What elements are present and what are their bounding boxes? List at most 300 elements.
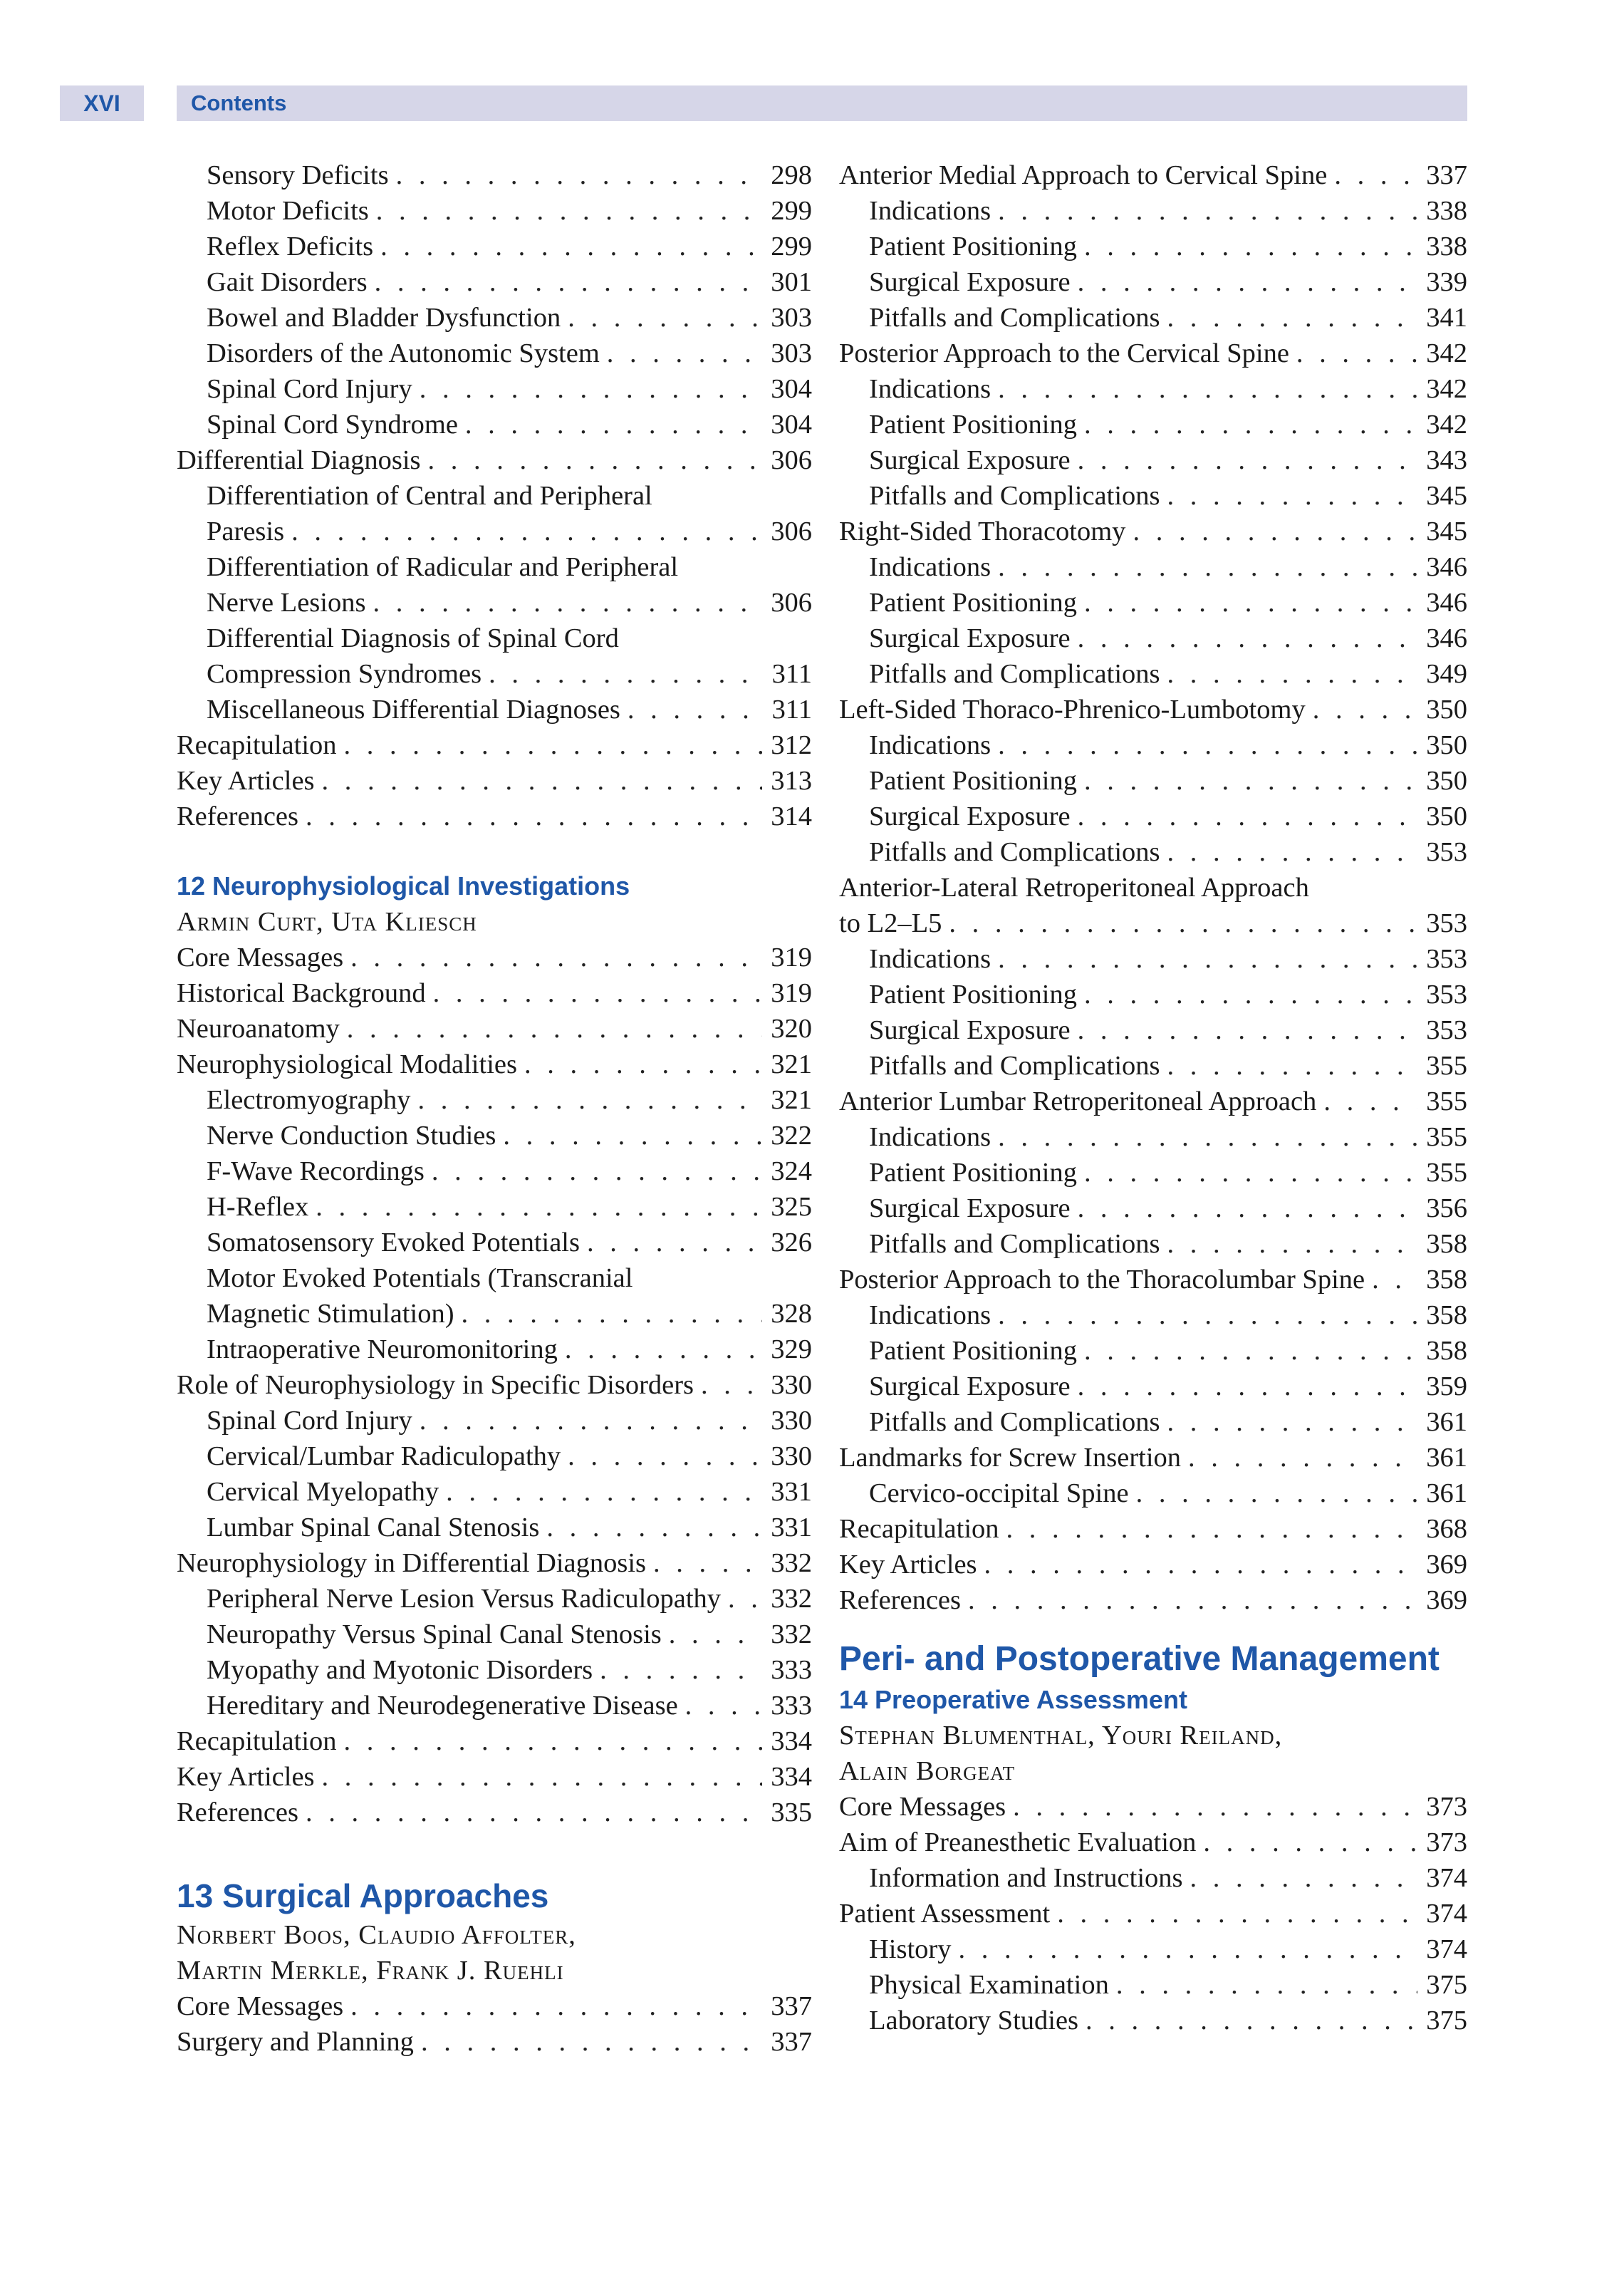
toc-entry-title: Indications [869, 196, 991, 226]
dot-leader [1136, 1475, 1418, 1511]
dot-leader [373, 585, 762, 621]
toc-entry-page: 325 [771, 1192, 812, 1222]
dot-leader [628, 692, 764, 727]
toc-entry-page: 330 [771, 1406, 812, 1436]
toc-entry[interactable] [839, 1297, 1467, 1333]
toc-entry-title: Patient Positioning [869, 1336, 1077, 1366]
chapter-12-authors: Armin Curt, Uta Kliesch [177, 907, 477, 937]
dot-leader [1078, 1369, 1418, 1404]
toc-entry-title: Patient Positioning [869, 410, 1077, 440]
toc-entry[interactable] [839, 1547, 1467, 1582]
toc-entry-title: Miscellaneous Differential Diagnoses [207, 695, 620, 725]
dot-leader [546, 1510, 762, 1545]
toc-entry-page: 322 [771, 1121, 812, 1151]
toc-entry[interactable] [839, 1262, 1467, 1297]
toc-entry-page: 358 [1426, 1336, 1467, 1366]
toc-entry-page: 342 [1426, 374, 1467, 404]
toc-entry[interactable] [839, 1582, 1467, 1618]
toc-entry[interactable] [839, 1226, 1467, 1262]
toc-entry-page: 299 [771, 196, 812, 226]
toc-entry-page: 342 [1426, 338, 1467, 368]
toc-entry-title: Anterior Medial Approach to Cervical Spine [839, 160, 1328, 190]
toc-entry[interactable] [177, 1652, 812, 1688]
toc-entry-title: Physical Examination [869, 1970, 1109, 2000]
dot-leader [1078, 799, 1418, 834]
toc-entry-title: Core Messages [177, 943, 344, 972]
toc-entry-title: Spinal Cord Injury [207, 374, 412, 404]
toc-entry-title: Cervical Myelopathy [207, 1477, 439, 1507]
toc-entry[interactable] [177, 2024, 812, 2060]
toc-entry-page: 346 [1426, 623, 1467, 653]
toc-entry[interactable] [177, 300, 812, 336]
dot-leader [1167, 656, 1418, 692]
toc-entry-page: 346 [1426, 588, 1467, 618]
toc-entry-title: Pitfalls and Complications [869, 303, 1160, 333]
dot-leader [998, 549, 1417, 585]
dot-leader [728, 1581, 762, 1617]
toc-entry-title: Laboratory Studies [869, 2006, 1079, 2035]
toc-entry[interactable] [839, 478, 1467, 514]
toc-entry[interactable] [177, 1581, 812, 1617]
toc-entry[interactable] [839, 621, 1467, 656]
dot-leader [344, 727, 763, 763]
toc-entry[interactable] [839, 549, 1467, 585]
toc-entry-page: 355 [1426, 1086, 1467, 1116]
toc-entry-page: 374 [1426, 1863, 1467, 1893]
toc-entry[interactable] [839, 300, 1467, 336]
chapter-12-heading: 12 Neurophysiological Investigations [177, 871, 630, 901]
toc-entry[interactable] [839, 1860, 1467, 1896]
toc-entry-page: 337 [771, 1991, 812, 2021]
toc-entry[interactable] [177, 264, 812, 300]
toc-entry-page: 306 [771, 588, 812, 618]
toc-entry-page: 330 [771, 1441, 812, 1471]
toc-entry-page: 358 [1426, 1300, 1467, 1330]
toc-entry-title: Core Messages [177, 1991, 344, 2021]
toc-entry[interactable] [177, 229, 812, 264]
toc-entry-page: 306 [771, 517, 812, 546]
toc-entry[interactable] [177, 336, 812, 371]
toc-entry[interactable] [839, 1440, 1467, 1475]
toc-entry-title: Lumbar Spinal Canal Stenosis [207, 1513, 540, 1542]
toc-entry[interactable] [839, 1789, 1467, 1825]
toc-entry-page: 326 [771, 1228, 812, 1257]
dot-leader [1078, 264, 1418, 300]
toc-entry-page: 361 [1426, 1407, 1467, 1437]
dot-leader [322, 763, 763, 799]
toc-entry-page: 368 [1426, 1514, 1467, 1544]
toc-entry[interactable] [839, 834, 1467, 870]
toc-entry[interactable] [839, 585, 1467, 621]
toc-entry-title: Pitfalls and Complications [869, 1407, 1160, 1437]
dot-leader [420, 371, 763, 407]
running-header [177, 85, 1467, 121]
toc-entry[interactable] [839, 514, 1467, 549]
toc-entry[interactable] [839, 1369, 1467, 1404]
toc-entry-page: 353 [1426, 837, 1467, 867]
toc-entry-page: 356 [1426, 1193, 1467, 1223]
toc-entry-title: Paresis [207, 517, 285, 546]
toc-entry-page: 324 [771, 1156, 812, 1186]
toc-entry-title: Key Articles [839, 1550, 977, 1579]
toc-entry[interactable] [839, 1896, 1467, 1931]
dot-leader [1167, 1048, 1418, 1084]
toc-entry[interactable] [839, 2003, 1467, 2038]
dot-leader [418, 1082, 763, 1118]
toc-entry-page: 369 [1426, 1550, 1467, 1579]
dot-leader [1084, 1333, 1417, 1369]
toc-entry[interactable] [839, 1191, 1467, 1226]
toc-entry-page: 321 [771, 1049, 812, 1079]
toc-entry[interactable] [177, 585, 812, 621]
toc-entry[interactable] [839, 193, 1467, 229]
toc-entry-page: 359 [1426, 1371, 1467, 1401]
toc-entry[interactable] [177, 1545, 812, 1581]
toc-entry-page: 304 [771, 374, 812, 404]
toc-entry-title: F-Wave Recordings [207, 1156, 425, 1186]
dot-leader [421, 2024, 762, 2060]
toc-entry-page: 338 [1426, 196, 1467, 226]
toc-entry[interactable] [177, 193, 812, 229]
toc-entry[interactable] [839, 1511, 1467, 1547]
toc-entry-continued-title: Differentiation of Central and Peripheral [207, 481, 652, 511]
toc-entry-title: Surgical Exposure [869, 1371, 1071, 1401]
toc-entry-title: Landmarks for Screw Insertion [839, 1443, 1182, 1473]
toc-entry[interactable] [839, 763, 1467, 799]
dot-leader [375, 264, 763, 300]
dot-leader [1013, 1789, 1417, 1825]
toc-entry-page: 319 [771, 978, 812, 1008]
toc-entry-title: Pitfalls and Complications [869, 1229, 1160, 1259]
dot-leader [1167, 478, 1418, 514]
toc-entry-title: Neurophysiology in Differential Diagnosis [177, 1548, 647, 1578]
toc-entry-title: Spinal Cord Syndrome [207, 410, 458, 440]
toc-entry-title: References [177, 802, 298, 831]
toc-entry-page: 342 [1426, 410, 1467, 440]
toc-entry[interactable] [177, 1403, 812, 1438]
toc-entry[interactable] [839, 977, 1467, 1012]
dot-leader [968, 1582, 1417, 1618]
toc-entry[interactable] [839, 799, 1467, 834]
toc-entry[interactable] [177, 1510, 812, 1545]
toc-entry-title: Posterior Approach to the Thoracolumbar Spine [839, 1265, 1365, 1295]
toc-entry-title: Patient Positioning [869, 1158, 1077, 1188]
toc-entry-title: Indications [869, 944, 991, 974]
toc-entry[interactable] [839, 407, 1467, 442]
dot-leader [1167, 1404, 1418, 1440]
dot-leader [344, 1723, 763, 1759]
toc-entry-title: Core Messages [839, 1792, 1006, 1822]
dot-leader [1167, 1226, 1418, 1262]
toc-entry-title: Indications [869, 730, 991, 760]
toc-entry-title: Disorders of the Autonomic System [207, 338, 600, 368]
toc-entry-page: 375 [1426, 1970, 1467, 2000]
toc-entry[interactable] [839, 1333, 1467, 1369]
toc-entry-page: 329 [771, 1334, 812, 1364]
toc-entry-title: Sensory Deficits [207, 160, 389, 190]
toc-entry[interactable] [177, 1988, 812, 2024]
dot-leader [1084, 1155, 1417, 1191]
toc-entry-page: 303 [771, 338, 812, 368]
toc-entry[interactable] [839, 1475, 1467, 1511]
toc-entry[interactable] [177, 656, 812, 692]
toc-entry-title: Intraoperative Neuromonitoring [207, 1334, 558, 1364]
dot-leader [462, 1296, 763, 1332]
toc-entry-title: Recapitulation [177, 1726, 337, 1756]
toc-entry-page: 345 [1426, 517, 1467, 546]
toc-entry-page: 373 [1426, 1827, 1467, 1857]
toc-entry-title: Cervical/Lumbar Radiculopathy [207, 1441, 561, 1471]
toc-entry-page: 338 [1426, 232, 1467, 261]
dot-leader [347, 1011, 762, 1047]
toc-entry-title: Indications [869, 552, 991, 582]
toc-entry[interactable] [177, 1296, 812, 1332]
toc-entry-title: to L2–L5 [839, 908, 942, 938]
toc-entry-page: 337 [771, 2027, 812, 2057]
toc-entry[interactable] [177, 1367, 812, 1403]
dot-leader [524, 1047, 762, 1082]
toc-entry-page: 332 [771, 1548, 812, 1578]
toc-entry-page: 369 [1426, 1585, 1467, 1615]
toc-entry[interactable] [839, 906, 1467, 941]
toc-entry-page: 343 [1426, 445, 1467, 475]
toc-entry[interactable] [177, 1438, 812, 1474]
toc-entry[interactable] [177, 371, 812, 407]
dot-leader [1078, 621, 1418, 656]
toc-entry-page: 304 [771, 410, 812, 440]
dot-leader [701, 1367, 762, 1403]
dot-leader [350, 940, 762, 975]
dot-leader [998, 941, 1417, 977]
toc-entry[interactable] [839, 1931, 1467, 1967]
toc-entry-continued-title: Differential Diagnosis of Spinal Cord [207, 623, 619, 653]
toc-list [839, 157, 1467, 1618]
toc-entry-title: Patient Positioning [869, 766, 1077, 796]
toc-entry-page: 332 [771, 1584, 812, 1614]
toc-entry-title: Indications [869, 1122, 991, 1152]
toc-entry-page: 306 [771, 445, 812, 475]
toc-entry[interactable] [177, 692, 812, 727]
toc-entry-title: Surgical Exposure [869, 445, 1071, 475]
dot-leader [959, 1931, 1418, 1967]
toc-entry-title: Surgical Exposure [869, 1015, 1071, 1045]
toc-entry-page: 312 [771, 730, 812, 760]
toc-entry-title: Differential Diagnosis [177, 445, 421, 475]
dot-leader [291, 514, 762, 549]
toc-entry-title: Historical Background [177, 978, 426, 1008]
toc-entry[interactable] [177, 1225, 812, 1260]
dot-leader [1084, 229, 1417, 264]
toc-entry-page: 353 [1426, 908, 1467, 938]
toc-entry[interactable] [177, 940, 812, 975]
toc-entry[interactable] [839, 157, 1467, 193]
dot-leader [1078, 1191, 1418, 1226]
toc-entry-page: 349 [1426, 659, 1467, 689]
page-number: XVI [60, 85, 144, 121]
toc-entry[interactable] [177, 727, 812, 763]
toc-entry[interactable] [177, 407, 812, 442]
toc-entry-title: Somatosensory Evoked Potentials [207, 1228, 580, 1257]
toc-entry-page: 350 [1426, 695, 1467, 725]
toc-entry-page: 358 [1426, 1265, 1467, 1295]
toc-entry[interactable] [177, 975, 812, 1011]
chapter-14-authors-line-2: Alain Borgeat [839, 1756, 1016, 1786]
toc-entry[interactable] [177, 1759, 812, 1795]
toc-entry-page: 345 [1426, 481, 1467, 511]
toc-entry-title: Myopathy and Myotonic Disorders [207, 1655, 593, 1685]
toc-entry-page: 358 [1426, 1229, 1467, 1259]
toc-entry[interactable] [177, 1723, 812, 1759]
toc-entry[interactable] [839, 1084, 1467, 1119]
toc-entry[interactable] [839, 1967, 1467, 2003]
dot-leader [1116, 1967, 1417, 2003]
dot-leader [1084, 763, 1417, 799]
toc-entry-title: Compression Syndromes [207, 659, 482, 689]
toc-entry-page: 355 [1426, 1158, 1467, 1188]
toc-entry-title: Cervico-occipital Spine [869, 1478, 1129, 1508]
toc-entry-title: References [177, 1798, 298, 1827]
toc-entry-title: Role of Neurophysiology in Specific Disorders [177, 1370, 694, 1400]
toc-entry[interactable] [177, 763, 812, 799]
dot-leader [446, 1474, 762, 1510]
toc-entry[interactable] [177, 1474, 812, 1510]
toc-entry-page: 321 [771, 1085, 812, 1115]
toc-entry[interactable] [177, 442, 812, 478]
dot-leader [420, 1403, 763, 1438]
dot-leader [1084, 585, 1417, 621]
dot-leader [600, 1652, 762, 1688]
toc-entry-page: 350 [1426, 802, 1467, 831]
toc-entry-title: Reflex Deficits [207, 232, 374, 261]
toc-entry-title: Indications [869, 374, 991, 404]
toc-list [839, 1789, 1467, 2038]
toc-entry[interactable] [839, 442, 1467, 478]
toc-entry[interactable] [839, 692, 1467, 727]
toc-entry[interactable] [177, 1118, 812, 1153]
toc-entry[interactable] [177, 1047, 812, 1082]
dot-leader [1084, 977, 1417, 1012]
toc-entry-title: Pitfalls and Complications [869, 659, 1160, 689]
toc-entry[interactable] [177, 1795, 812, 1830]
toc-entry-title: Surgical Exposure [869, 1193, 1071, 1223]
toc-entry[interactable] [839, 1119, 1467, 1155]
toc-entry-title: Posterior Approach to the Cervical Spine [839, 338, 1289, 368]
toc-entry[interactable] [177, 1688, 812, 1723]
toc-entry-title: Surgery and Planning [177, 2027, 414, 2057]
chapter-13-authors-line-2: Martin Merkle, Frank J. Ruehli [177, 1956, 564, 1986]
toc-entry[interactable] [839, 1048, 1467, 1084]
toc-entry-page: 353 [1426, 980, 1467, 1010]
toc-entry-page: 298 [771, 160, 812, 190]
toc-entry[interactable] [177, 1332, 812, 1367]
dot-leader [685, 1688, 763, 1723]
toc-entry[interactable] [177, 799, 812, 834]
toc-left-column [177, 157, 812, 2060]
dot-leader [1086, 2003, 1417, 2038]
dot-leader [998, 371, 1417, 407]
toc-entry-page: 337 [1426, 160, 1467, 190]
toc-entry[interactable] [177, 514, 812, 549]
toc-entry-title: Surgical Exposure [869, 802, 1071, 831]
dot-leader [1167, 834, 1418, 870]
dot-leader [1057, 1896, 1417, 1931]
toc-entry[interactable] [177, 1189, 812, 1225]
toc-entry[interactable] [839, 336, 1467, 371]
toc-entry[interactable] [177, 1082, 812, 1118]
toc-entry-title: Nerve Lesions [207, 588, 366, 618]
toc-list [177, 157, 812, 834]
chapter-14-authors-line-1: Stephan Blumenthal, Youri Reiland, [839, 1721, 1283, 1750]
toc-entry-title: Indications [869, 1300, 991, 1330]
toc-entry[interactable] [839, 941, 1467, 977]
toc-entry-page: 361 [1426, 1443, 1467, 1473]
toc-entry-title: Motor Deficits [207, 196, 369, 226]
toc-entry[interactable] [839, 1825, 1467, 1860]
toc-entry-continued-title: Differentiation of Radicular and Peripheral [207, 552, 679, 582]
toc-entry[interactable] [177, 1617, 812, 1652]
toc-entry[interactable] [839, 1012, 1467, 1048]
dot-leader [1006, 1511, 1418, 1547]
dot-leader [1078, 442, 1418, 478]
dot-leader [568, 300, 762, 336]
dot-leader [316, 1189, 762, 1225]
toc-entry-page: 350 [1426, 766, 1467, 796]
toc-entry-title: Neuroanatomy [177, 1014, 340, 1044]
toc-entry-page: 328 [771, 1299, 812, 1329]
toc-entry-page: 334 [771, 1726, 812, 1756]
toc-entry-page: 346 [1426, 552, 1467, 582]
toc-entry-title: Patient Positioning [869, 232, 1077, 261]
toc-entry-page: 375 [1426, 2006, 1467, 2035]
dot-leader [322, 1759, 763, 1795]
toc-entry-title: Right-Sided Thoracotomy [839, 517, 1126, 546]
toc-entry-page: 319 [771, 943, 812, 972]
toc-entry-title: Gait Disorders [207, 267, 368, 297]
toc-entry-title: Left-Sided Thoraco-Phrenico-Lumbotomy [839, 695, 1306, 725]
toc-entry-page: 303 [771, 303, 812, 333]
toc-entry[interactable] [839, 727, 1467, 763]
dot-leader [1203, 1825, 1417, 1860]
toc-entry-page: 355 [1426, 1122, 1467, 1152]
toc-entry[interactable] [177, 1011, 812, 1047]
dot-leader [380, 229, 762, 264]
toc-entry[interactable] [839, 229, 1467, 264]
toc-entry-page: 311 [771, 659, 812, 689]
toc-entry[interactable] [839, 1155, 1467, 1191]
dot-leader [1167, 300, 1418, 336]
toc-entry[interactable] [839, 656, 1467, 692]
dot-leader [350, 1988, 762, 2024]
toc-entry-title: History [869, 1934, 952, 1964]
toc-entry-page: 311 [771, 695, 812, 725]
toc-entry[interactable] [177, 1153, 812, 1189]
toc-entry-title: Key Articles [177, 1762, 315, 1792]
dot-leader [1334, 157, 1417, 193]
toc-entry[interactable] [839, 1404, 1467, 1440]
dot-leader [433, 975, 763, 1011]
toc-right-column [839, 157, 1467, 2038]
dot-leader [489, 656, 764, 692]
toc-entry[interactable] [177, 157, 812, 193]
toc-entry-page: 331 [771, 1513, 812, 1542]
toc-entry[interactable] [839, 371, 1467, 407]
dot-leader [428, 442, 763, 478]
chapter-13-authors-line-1: Norbert Boos, Claudio Affolter, [177, 1920, 576, 1950]
dot-leader [1078, 1012, 1418, 1048]
toc-entry-title: Recapitulation [177, 730, 337, 760]
toc-entry-title: Magnetic Stimulation) [207, 1299, 454, 1329]
toc-entry[interactable] [839, 264, 1467, 300]
